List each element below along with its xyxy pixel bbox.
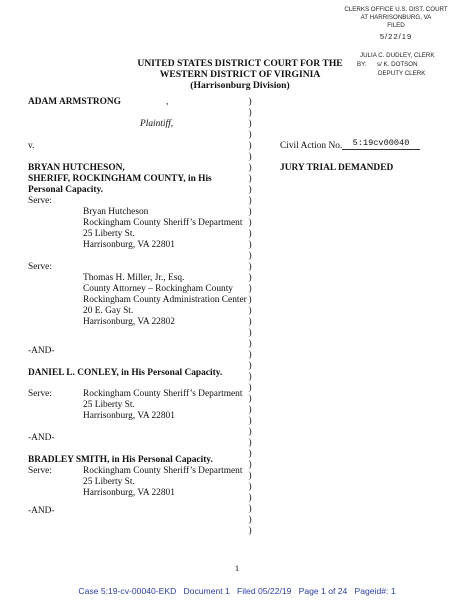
caption-parenthesis: )	[248, 328, 252, 338]
caption-parenthesis: )	[248, 515, 252, 525]
caption-parenthesis: )	[248, 405, 252, 415]
caption-parenthesis: )	[248, 394, 252, 404]
caption-parenthesis: )	[248, 504, 252, 514]
caption-parenthesis: )	[248, 262, 252, 272]
plaintiff-comma: ,	[166, 97, 169, 107]
caption-parenthesis: )	[248, 482, 252, 492]
caption-parenthesis: )	[248, 119, 252, 129]
stamp-clerk-name: JULIA C. DUDLEY, CLERK	[360, 52, 435, 59]
serve-4-line-1: Rockingham County Sheriff’s Department	[83, 466, 243, 476]
court-heading-line-1: UNITED STATES DISTRICT COURT FOR THE	[137, 58, 343, 69]
caption-parenthesis: )	[248, 97, 252, 107]
caption-parenthesis: )	[248, 460, 252, 470]
caption-parenthesis: )	[248, 339, 252, 349]
defendant-1-line-2: SHERIFF, ROCKINGHAM COUNTY, in His	[28, 174, 212, 184]
caption-parenthesis: )	[248, 273, 252, 283]
caption-parenthesis: )	[248, 130, 252, 140]
caption-parenthesis: )	[248, 284, 252, 294]
serve-2-line-3: Rockingham County Administration Center	[83, 295, 247, 305]
serve-4-line-2: 25 Liberty St.	[83, 477, 135, 487]
serve-3-line-3: Harrisonburg, VA 22801	[83, 411, 175, 421]
caption-parenthesis: )	[248, 427, 252, 437]
caption-parenthesis: )	[248, 295, 252, 305]
serve-1-line-4: Harrisonburg, VA 22801	[83, 240, 175, 250]
serve-3-line-1: Rockingham County Sheriff’s Department	[83, 389, 243, 399]
stamp-deputy-clerk: DEPUTY CLERK	[378, 70, 426, 77]
caption-parenthesis: )	[248, 196, 252, 206]
stamp-by-value: s/ K. DOTSON	[377, 61, 418, 68]
caption-parenthesis: )	[248, 141, 252, 151]
stamp-by-label: BY:	[357, 61, 367, 68]
stamp-filed-date: 5/22/19	[379, 32, 413, 41]
civil-action-label: Civil Action No.	[280, 141, 343, 151]
caption-parenthesis: )	[248, 306, 252, 316]
and-separator-2: -AND-	[28, 433, 55, 443]
caption-parenthesis: )	[248, 185, 252, 195]
serve-1-line-3: 25 Liberty St.	[83, 229, 135, 239]
defendant-1-line-3: Personal Capacity.	[28, 185, 103, 195]
caption-parenthesis: )	[248, 152, 252, 162]
defendant-1-line-1: BRYAN HUTCHESON,	[28, 163, 125, 173]
caption-parenthesis: )	[248, 251, 252, 261]
court-heading	[128, 58, 352, 91]
caption-parenthesis: )	[248, 372, 252, 382]
ecf-case-footer: Case 5:19-cv-00040-EKD Document 1 Filed 05/22/19 Page 1 of 24 Pageid#: 1	[78, 586, 396, 596]
plaintiff-role: Plaintiff,	[140, 119, 174, 129]
caption-parenthesis: )	[248, 350, 252, 360]
serve-1-label: Serve:	[28, 196, 52, 206]
caption-parenthesis: )	[248, 438, 252, 448]
serve-2-label: Serve:	[28, 262, 52, 272]
caption-parenthesis: )	[248, 361, 252, 371]
caption-parenthesis: )	[248, 471, 252, 481]
stamp-line-office: CLERKS OFFICE U.S. DIST. COURT	[344, 6, 448, 13]
versus: v.	[28, 141, 35, 151]
serve-2-line-2: County Attorney – Rockingham County	[83, 284, 233, 294]
plaintiff-name: ADAM ARMSTRONG	[28, 97, 121, 107]
caption-parenthesis: )	[248, 317, 252, 327]
serve-1-line-1: Bryan Hutcheson	[83, 207, 149, 217]
serve-2-line-1: Thomas H. Miller, Jr., Esq.	[83, 273, 185, 283]
caption-parenthesis-divider	[245, 97, 255, 537]
caption-parenthesis: )	[248, 174, 252, 184]
caption-parenthesis: )	[248, 163, 252, 173]
caption-parenthesis: )	[248, 383, 252, 393]
serve-4-line-3: Harrisonburg, VA 22801	[83, 488, 175, 498]
caption-parenthesis: )	[248, 416, 252, 426]
and-separator-1: -AND-	[28, 346, 55, 356]
serve-3-label: Serve:	[28, 389, 52, 399]
stamp-line-filed: FILED	[387, 22, 405, 29]
caption-parenthesis: )	[248, 493, 252, 503]
caption-parenthesis: )	[248, 229, 252, 239]
jury-trial-demanded: JURY TRIAL DEMANDED	[280, 163, 394, 173]
caption-parenthesis: )	[248, 108, 252, 118]
caption-parenthesis: )	[248, 207, 252, 217]
serve-1-line-2: Rockingham County Sheriff’s Department	[83, 218, 243, 228]
defendant-2: DANIEL L. CONLEY, in His Personal Capacity.	[28, 368, 223, 378]
serve-4-label: Serve:	[28, 466, 52, 476]
serve-2-line-5: Harrisonburg, VA 22802	[83, 317, 175, 327]
civil-action-number: 5:19cv00040	[342, 138, 420, 150]
stamp-line-location: AT HARRISONBURG, VA	[360, 14, 432, 21]
court-heading-line-3: (Harrisonburg Division)	[190, 80, 290, 91]
serve-3-line-2: 25 Liberty St.	[83, 400, 135, 410]
serve-2-line-4: 20 E. Gay St.	[83, 306, 134, 316]
court-heading-line-2: WESTERN DISTRICT OF VIRGINIA	[159, 69, 321, 80]
caption-parenthesis: )	[248, 449, 252, 459]
caption-parenthesis: )	[248, 218, 252, 228]
caption-parenthesis: )	[248, 240, 252, 250]
and-separator-3: -AND-	[28, 506, 55, 516]
defendant-3: BRADLEY SMITH, in His Personal Capacity.	[28, 455, 213, 465]
caption-parenthesis: )	[248, 526, 252, 536]
page-number: 1	[234, 563, 240, 573]
